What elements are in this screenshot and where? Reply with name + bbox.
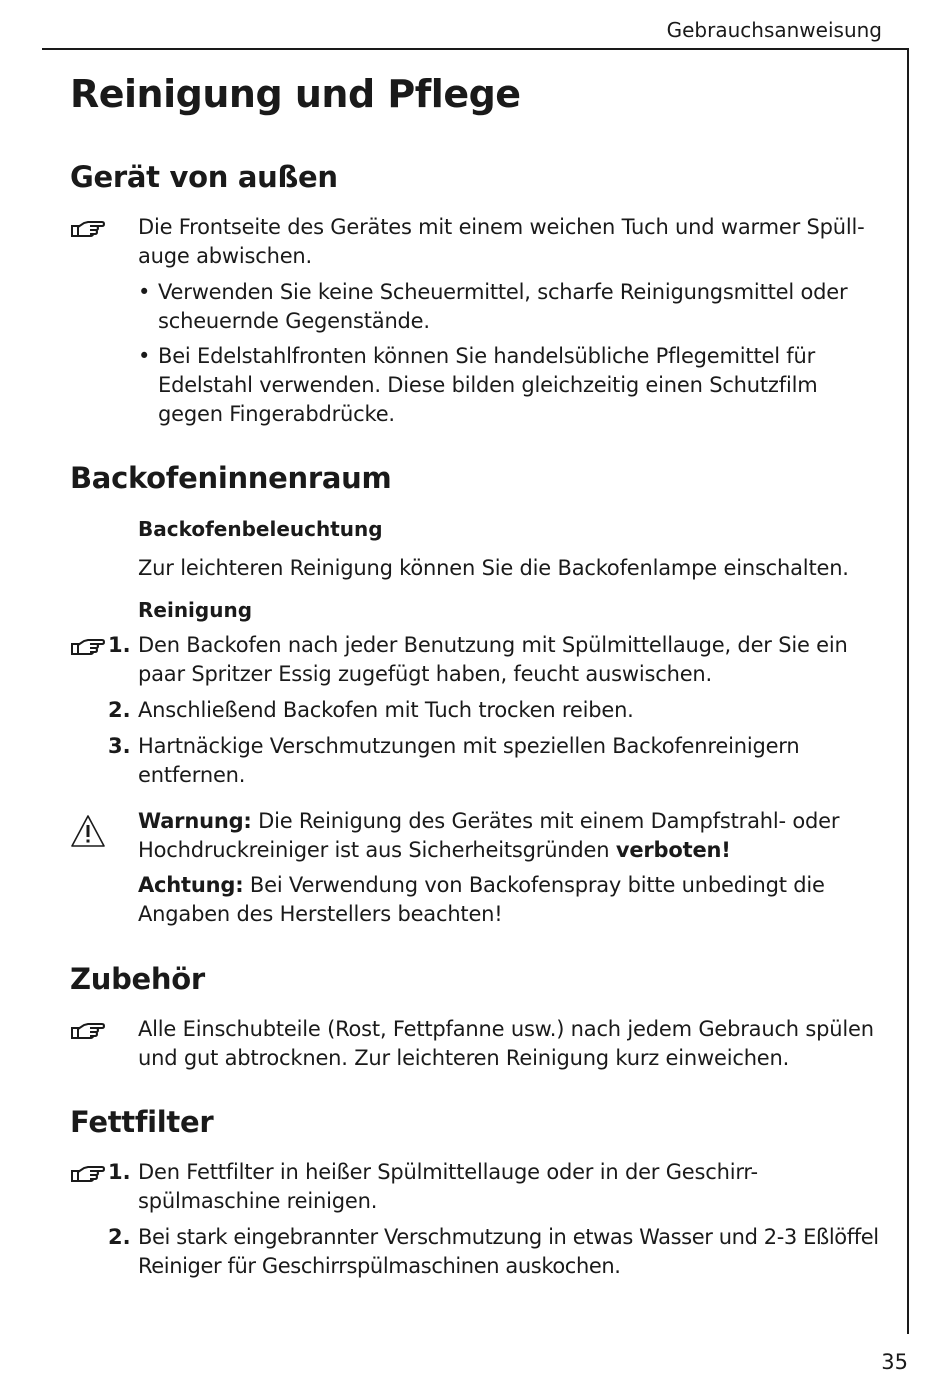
warning-emphasis: verboten! — [615, 838, 731, 862]
pointing-hand-icon — [70, 218, 106, 242]
bullet-item — [138, 342, 898, 429]
text-line: spülmaschine reinigen. — [138, 1189, 378, 1213]
text-line: Den Fettfilter in heißer Spülmittellauge oder in der Geschirr- — [138, 1160, 758, 1184]
warning-paragraph — [138, 807, 883, 865]
step-text — [138, 1223, 883, 1281]
step-text — [138, 732, 883, 790]
pointing-hand-icon — [70, 1020, 106, 1044]
page-title: Reinigung und Pflege — [70, 72, 521, 116]
text-line: und gut abtrocknen. Zur leichteren Reinigung kurz einweichen. — [138, 1046, 790, 1070]
step-number: 2. — [108, 1225, 131, 1249]
text-line: Reiniger für Geschirrspülmaschinen auskochen. — [138, 1254, 621, 1278]
text-line: Angaben des Herstellers beachten! — [138, 902, 503, 926]
text-line: Den Backofen nach jeder Benutzung mit Spülmittellauge, der Sie ein — [138, 633, 848, 657]
step-text — [138, 696, 883, 725]
pointing-hand-icon — [70, 1163, 106, 1187]
text-line: scheuernde Gegenstände. — [158, 309, 430, 333]
page-number: 35 — [881, 1350, 908, 1374]
text-line — [138, 871, 883, 900]
step-number: 2. — [108, 698, 131, 722]
heading-zubehoer: Zubehör — [70, 962, 205, 996]
text-span: Die Reinigung des Gerätes mit einem Dampfstrahl- oder — [251, 809, 840, 833]
paragraph — [138, 213, 883, 271]
text-line: Alle Einschubteile (Rost, Fettpfanne usw.) nach jedem Gebrauch spülen — [138, 1017, 874, 1041]
step-number: 3. — [108, 734, 131, 758]
step-text — [138, 1158, 883, 1216]
header-rule — [42, 48, 909, 50]
paragraph — [138, 1015, 883, 1073]
text-line: paar Spritzer Essig zugefügt haben, feucht auswischen. — [138, 662, 713, 686]
text-span: Hochdruckreiniger ist aus Sicherheitsgründen — [138, 838, 616, 862]
text-line: Edelstahl verwenden. Diese bilden gleichzeitig einen Schutzfilm — [158, 373, 818, 397]
attention-label: Achtung: — [138, 873, 244, 897]
bullet-item — [138, 278, 898, 336]
step-number: 1. — [108, 633, 131, 657]
paragraph: Zur leichteren Reinigung können Sie die Backofenlampe einschalten. — [138, 556, 849, 580]
heading-fettfilter: Fettfilter — [70, 1105, 214, 1139]
warning-triangle-icon — [70, 814, 106, 848]
text-line: • Verwenden Sie keine Scheuermittel, scharfe Reinigungsmittel oder — [158, 280, 848, 304]
text-line: Hartnäckige Verschmutzungen mit speziellen Backofenreinigern — [138, 734, 800, 758]
text-line: • Bei Edelstahlfronten können Sie handelsübliche Pflegemittel für — [158, 344, 816, 368]
text-line: auge abwischen. — [138, 244, 313, 268]
text-line: Anschließend Backofen mit Tuch trocken reiben. — [138, 698, 634, 722]
subheading-beleuchtung: Backofenbeleuchtung — [138, 517, 383, 541]
text-line: gegen Fingerabdrücke. — [158, 402, 395, 426]
text-line — [138, 807, 883, 836]
step-text — [138, 631, 883, 689]
text-line: Bei stark eingebrannter Verschmutzung in etwas Wasser und 2-3 Eßlöffel — [138, 1225, 879, 1249]
heading-geraet-aussen: Gerät von außen — [70, 160, 338, 194]
step-number: 1. — [108, 1160, 131, 1184]
text-span: Bei Verwendung von Backofenspray bitte unbedingt die — [243, 873, 825, 897]
margin-rule — [907, 48, 909, 1334]
heading-backofeninnenraum: Backofeninnenraum — [70, 461, 392, 495]
text-line — [138, 836, 883, 865]
pointing-hand-icon — [70, 636, 106, 660]
subheading-reinigung: Reinigung — [138, 598, 253, 622]
header-title: Gebrauchsanweisung — [666, 18, 882, 42]
text-line: entfernen. — [138, 763, 246, 787]
text-line: Die Frontseite des Gerätes mit einem weichen Tuch und warmer Spüll- — [138, 215, 865, 239]
warning-label: Warnung: — [138, 809, 252, 833]
attention-paragraph — [138, 871, 883, 929]
